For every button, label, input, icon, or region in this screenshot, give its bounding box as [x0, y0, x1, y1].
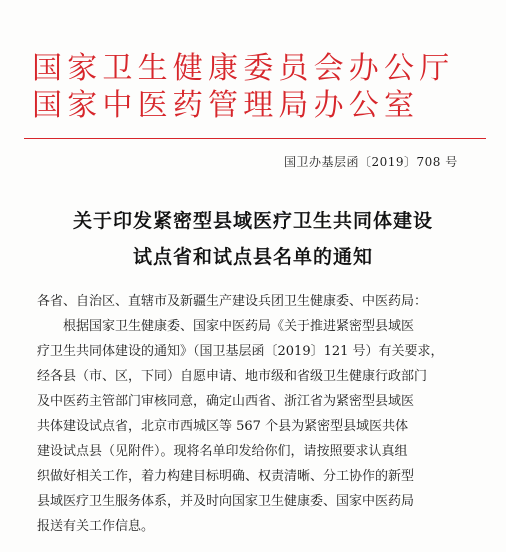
- issuer-line-1: 国家卫生健康委员会办公厅: [32, 51, 455, 86]
- body-line: 根据国家卫生健康委、国家中医药局《关于推进紧密型县域医: [63, 319, 415, 334]
- body-line: 报送有关工作信息。: [37, 519, 155, 534]
- document-number: 国卫办基层函〔2019〕708 号: [284, 155, 458, 169]
- body-line: 疗卫生共同体建设的通知》（国卫基层函〔2019〕121 号）有关要求，: [37, 344, 444, 359]
- title-line-2: 试点省和试点县名单的通知: [132, 246, 373, 268]
- body-line: 经各县（市、区，下同）自愿申请、地市级和省级卫生健康行政部门: [37, 369, 428, 384]
- body-line: 织做好相关工作，着力构建目标明确、权责清晰、分工协作的新型: [37, 469, 415, 484]
- salutation: 各省、自治区、直辖市及新疆生产建设兵团卫生健康委、中医药局：: [37, 294, 428, 309]
- body-line: 及中医药主管部门审核同意，确定山西省、浙江省为紧密型县域医: [37, 394, 415, 409]
- body-line: 县域医疗卫生服务体系，并及时向国家卫生健康委、国家中医药局: [37, 494, 415, 509]
- issuer-line-2: 国家中医药管理局办公室: [32, 88, 420, 123]
- header-red-rule: [24, 138, 486, 139]
- body-line: 共体建设试点省，北京市西城区等 567 个县为紧密型县域医共体: [37, 419, 409, 434]
- title-line-1: 关于印发紧密型县域医疗卫生共同体建设: [72, 210, 433, 232]
- body-line: 建设试点县（见附件）。现将名单印发给你们，请按照要求认真组: [37, 444, 408, 459]
